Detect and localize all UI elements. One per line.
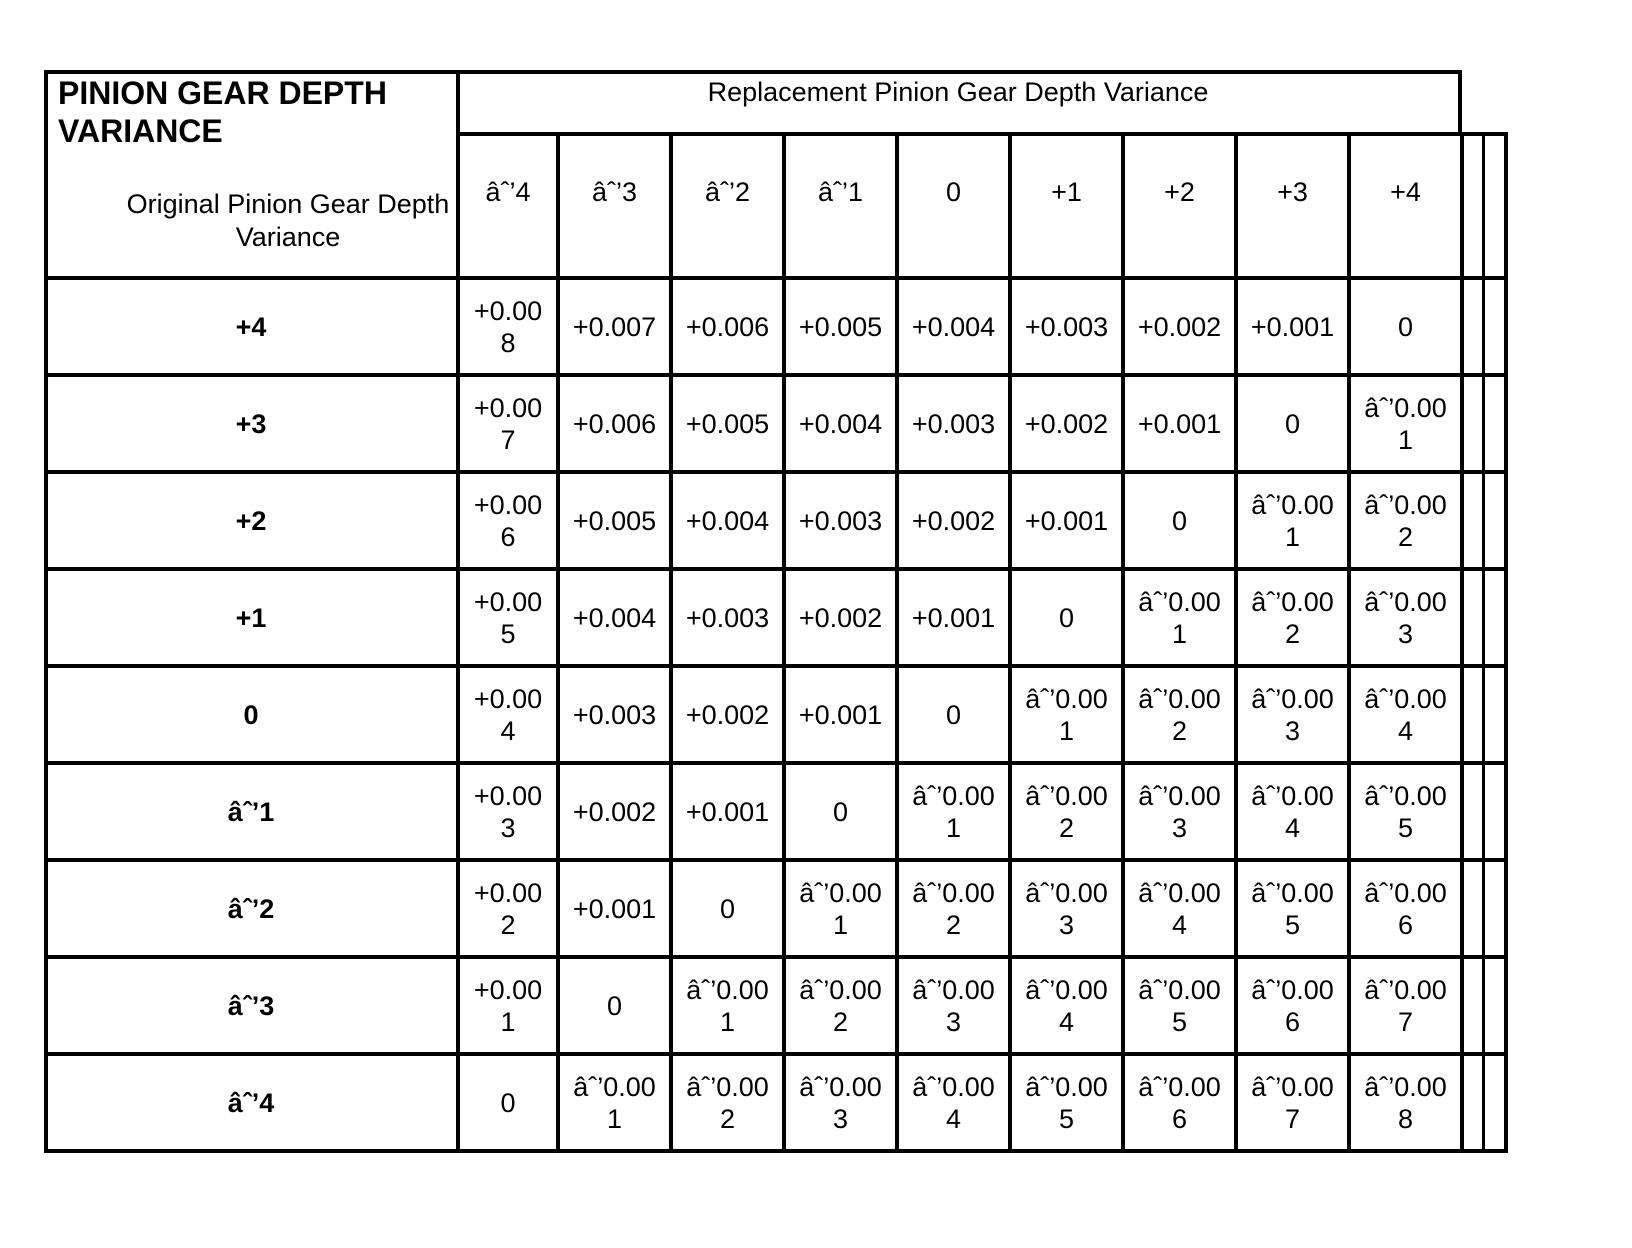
table-cell: âˆ’0.00 4 bbox=[912, 1071, 995, 1134]
table-cell: âˆ’0.00 1 bbox=[1025, 683, 1108, 746]
table-cell: 0 bbox=[1171, 505, 1188, 536]
table-border-left bbox=[44, 70, 48, 1153]
column-divider bbox=[1347, 134, 1351, 1151]
table-cell: +0.003 bbox=[572, 699, 657, 730]
column-divider bbox=[895, 134, 899, 1151]
column-header: âˆ’4 bbox=[485, 177, 531, 207]
table-cell: +0.00 6 bbox=[473, 489, 543, 552]
table-cell: âˆ’0.00 4 bbox=[1251, 780, 1334, 843]
table-cell: âˆ’0.00 6 bbox=[1364, 877, 1447, 940]
row-header: âˆ’3 bbox=[227, 990, 275, 1021]
column-divider bbox=[1121, 134, 1125, 1151]
table-cell: +0.002 bbox=[572, 796, 657, 827]
row-divider bbox=[44, 664, 1508, 668]
table-cell: 0 bbox=[945, 699, 962, 730]
table-cell: 0 bbox=[606, 990, 623, 1021]
column-divider bbox=[1460, 134, 1464, 1151]
table-cell: +0.00 3 bbox=[473, 780, 543, 843]
table-cell: +0.001 bbox=[798, 699, 883, 730]
table-cell: âˆ’0.00 1 bbox=[573, 1071, 656, 1134]
table-cell: +0.006 bbox=[572, 408, 657, 439]
table-cell: âˆ’0.00 3 bbox=[799, 1071, 882, 1134]
table-cell: +0.004 bbox=[685, 505, 770, 536]
row-divider bbox=[44, 1149, 1508, 1153]
row-header: +3 bbox=[235, 408, 267, 439]
table-cell: +0.001 bbox=[685, 796, 770, 827]
row-header: âˆ’2 bbox=[227, 893, 275, 924]
table-cell: âˆ’0.00 5 bbox=[1138, 974, 1221, 1037]
table-cell: +0.00 4 bbox=[473, 683, 543, 746]
row-axis-label: Original Pinion Gear Depth Variance bbox=[126, 189, 450, 252]
row-header: +1 bbox=[235, 602, 267, 633]
row-divider bbox=[44, 955, 1508, 959]
table-cell: 0 bbox=[719, 893, 736, 924]
table-cell: âˆ’0.00 5 bbox=[1364, 780, 1447, 843]
table-cell: âˆ’0.00 2 bbox=[912, 877, 995, 940]
table-cell: +0.002 bbox=[1137, 311, 1222, 342]
row-header: âˆ’1 bbox=[227, 796, 275, 827]
table-cell: âˆ’0.00 1 bbox=[912, 780, 995, 843]
table-cell: âˆ’0.00 1 bbox=[799, 877, 882, 940]
column-divider bbox=[456, 70, 460, 1151]
table-cell: 0 bbox=[1397, 311, 1414, 342]
table-cell: âˆ’0.00 7 bbox=[1251, 1071, 1334, 1134]
table-cell: +0.00 2 bbox=[473, 877, 543, 940]
table-cell: âˆ’0.00 3 bbox=[1138, 780, 1221, 843]
row-header: âˆ’4 bbox=[227, 1087, 275, 1118]
table-cell: +0.002 bbox=[685, 699, 770, 730]
table-cell: âˆ’0.00 2 bbox=[1025, 780, 1108, 843]
table-cell: +0.001 bbox=[572, 893, 657, 924]
table-cell: 0 bbox=[832, 796, 849, 827]
row-header: +2 bbox=[235, 505, 267, 536]
table-cell: âˆ’0.00 4 bbox=[1364, 683, 1447, 746]
table-cell: +0.006 bbox=[685, 311, 770, 342]
column-divider bbox=[669, 134, 673, 1151]
table-cell: âˆ’0.00 1 bbox=[1251, 489, 1334, 552]
variance-table bbox=[44, 70, 1590, 1212]
table-cell: +0.004 bbox=[911, 311, 996, 342]
table-cell: +0.003 bbox=[911, 408, 996, 439]
table-cell: âˆ’0.00 3 bbox=[912, 974, 995, 1037]
table-cell: +0.00 5 bbox=[473, 586, 543, 649]
table-cell: âˆ’0.00 4 bbox=[1025, 974, 1108, 1037]
table-cell: âˆ’0.00 8 bbox=[1364, 1071, 1447, 1134]
table-cell: âˆ’0.00 3 bbox=[1364, 586, 1447, 649]
column-divider bbox=[1234, 134, 1238, 1151]
column-divider bbox=[782, 134, 786, 1151]
table-cell: +0.005 bbox=[798, 311, 883, 342]
table-cell: âˆ’0.00 2 bbox=[686, 1071, 769, 1134]
table-cell: âˆ’0.00 1 bbox=[1138, 586, 1221, 649]
column-header: +4 bbox=[1390, 177, 1421, 207]
table-cell: +0.002 bbox=[798, 602, 883, 633]
table-cell: 0 bbox=[500, 1087, 516, 1118]
table-cell: âˆ’0.00 3 bbox=[1251, 683, 1334, 746]
table-cell: +0.004 bbox=[798, 408, 883, 439]
table-cell: âˆ’0.00 2 bbox=[1251, 586, 1334, 649]
row-divider bbox=[44, 470, 1508, 474]
row-divider bbox=[44, 761, 1508, 765]
column-header: âˆ’1 bbox=[817, 177, 864, 207]
table-cell: âˆ’0.00 5 bbox=[1251, 877, 1334, 940]
row-header: +4 bbox=[235, 311, 267, 342]
column-divider bbox=[1008, 134, 1012, 1151]
table-cell: +0.002 bbox=[1024, 408, 1109, 439]
table-cell: +0.003 bbox=[798, 505, 883, 536]
table-cell: +0.005 bbox=[572, 505, 657, 536]
row-divider bbox=[44, 1052, 1508, 1056]
table-cell: âˆ’0.00 5 bbox=[1025, 1071, 1108, 1134]
column-axis-label: Replacement Pinion Gear Depth Variance bbox=[707, 77, 1209, 107]
table-cell: +0.00 7 bbox=[473, 392, 543, 455]
table-cell: +0.00 8 bbox=[473, 295, 543, 358]
table-cell: âˆ’0.00 1 bbox=[686, 974, 769, 1037]
column-divider bbox=[556, 134, 560, 1151]
table-cell: +0.003 bbox=[1024, 311, 1109, 342]
column-header: âˆ’2 bbox=[704, 177, 751, 207]
row-header: 0 bbox=[243, 699, 259, 730]
column-header: +2 bbox=[1164, 177, 1195, 207]
stub-line-1 bbox=[1482, 134, 1485, 1151]
column-header: âˆ’3 bbox=[591, 177, 638, 207]
table-cell: âˆ’0.00 2 bbox=[1364, 489, 1447, 552]
table-cell: +0.001 bbox=[911, 602, 996, 633]
table-cell: âˆ’0.00 2 bbox=[1138, 683, 1221, 746]
table-cell: 0 bbox=[1058, 602, 1075, 633]
table-cell: +0.002 bbox=[911, 505, 996, 536]
table-cell: âˆ’0.00 6 bbox=[1138, 1071, 1221, 1134]
row-divider bbox=[44, 276, 1508, 280]
table-cell: +0.007 bbox=[572, 311, 657, 342]
table-cell: +0.001 bbox=[1024, 505, 1109, 536]
table-cell: âˆ’0.00 2 bbox=[799, 974, 882, 1037]
table-cell: âˆ’0.00 3 bbox=[1025, 877, 1108, 940]
row-divider bbox=[44, 567, 1508, 571]
row-divider bbox=[44, 858, 1508, 862]
column-header: 0 bbox=[945, 177, 962, 207]
table-border-right-top bbox=[1458, 70, 1462, 134]
table-cell: +0.00 1 bbox=[473, 974, 543, 1037]
table-cell: âˆ’0.00 7 bbox=[1364, 974, 1447, 1037]
row-divider bbox=[44, 373, 1508, 377]
table-cell: 0 bbox=[1284, 408, 1301, 439]
stub-line-2 bbox=[1504, 132, 1508, 1153]
table-cell: +0.001 bbox=[1250, 311, 1335, 342]
column-header: +1 bbox=[1051, 177, 1082, 207]
table-cell: âˆ’0.00 6 bbox=[1251, 974, 1334, 1037]
table-cell: âˆ’0.00 4 bbox=[1138, 877, 1221, 940]
table-cell: âˆ’0.00 1 bbox=[1364, 392, 1447, 455]
column-header: +3 bbox=[1277, 177, 1308, 207]
table-cell: +0.001 bbox=[1137, 408, 1222, 439]
table-border-top bbox=[44, 70, 1462, 74]
table-cell: +0.004 bbox=[572, 602, 657, 633]
table-cell: +0.003 bbox=[685, 602, 770, 633]
table-title: PINION GEAR DEPTH VARIANCE bbox=[58, 75, 387, 149]
table-cell: +0.005 bbox=[685, 408, 770, 439]
